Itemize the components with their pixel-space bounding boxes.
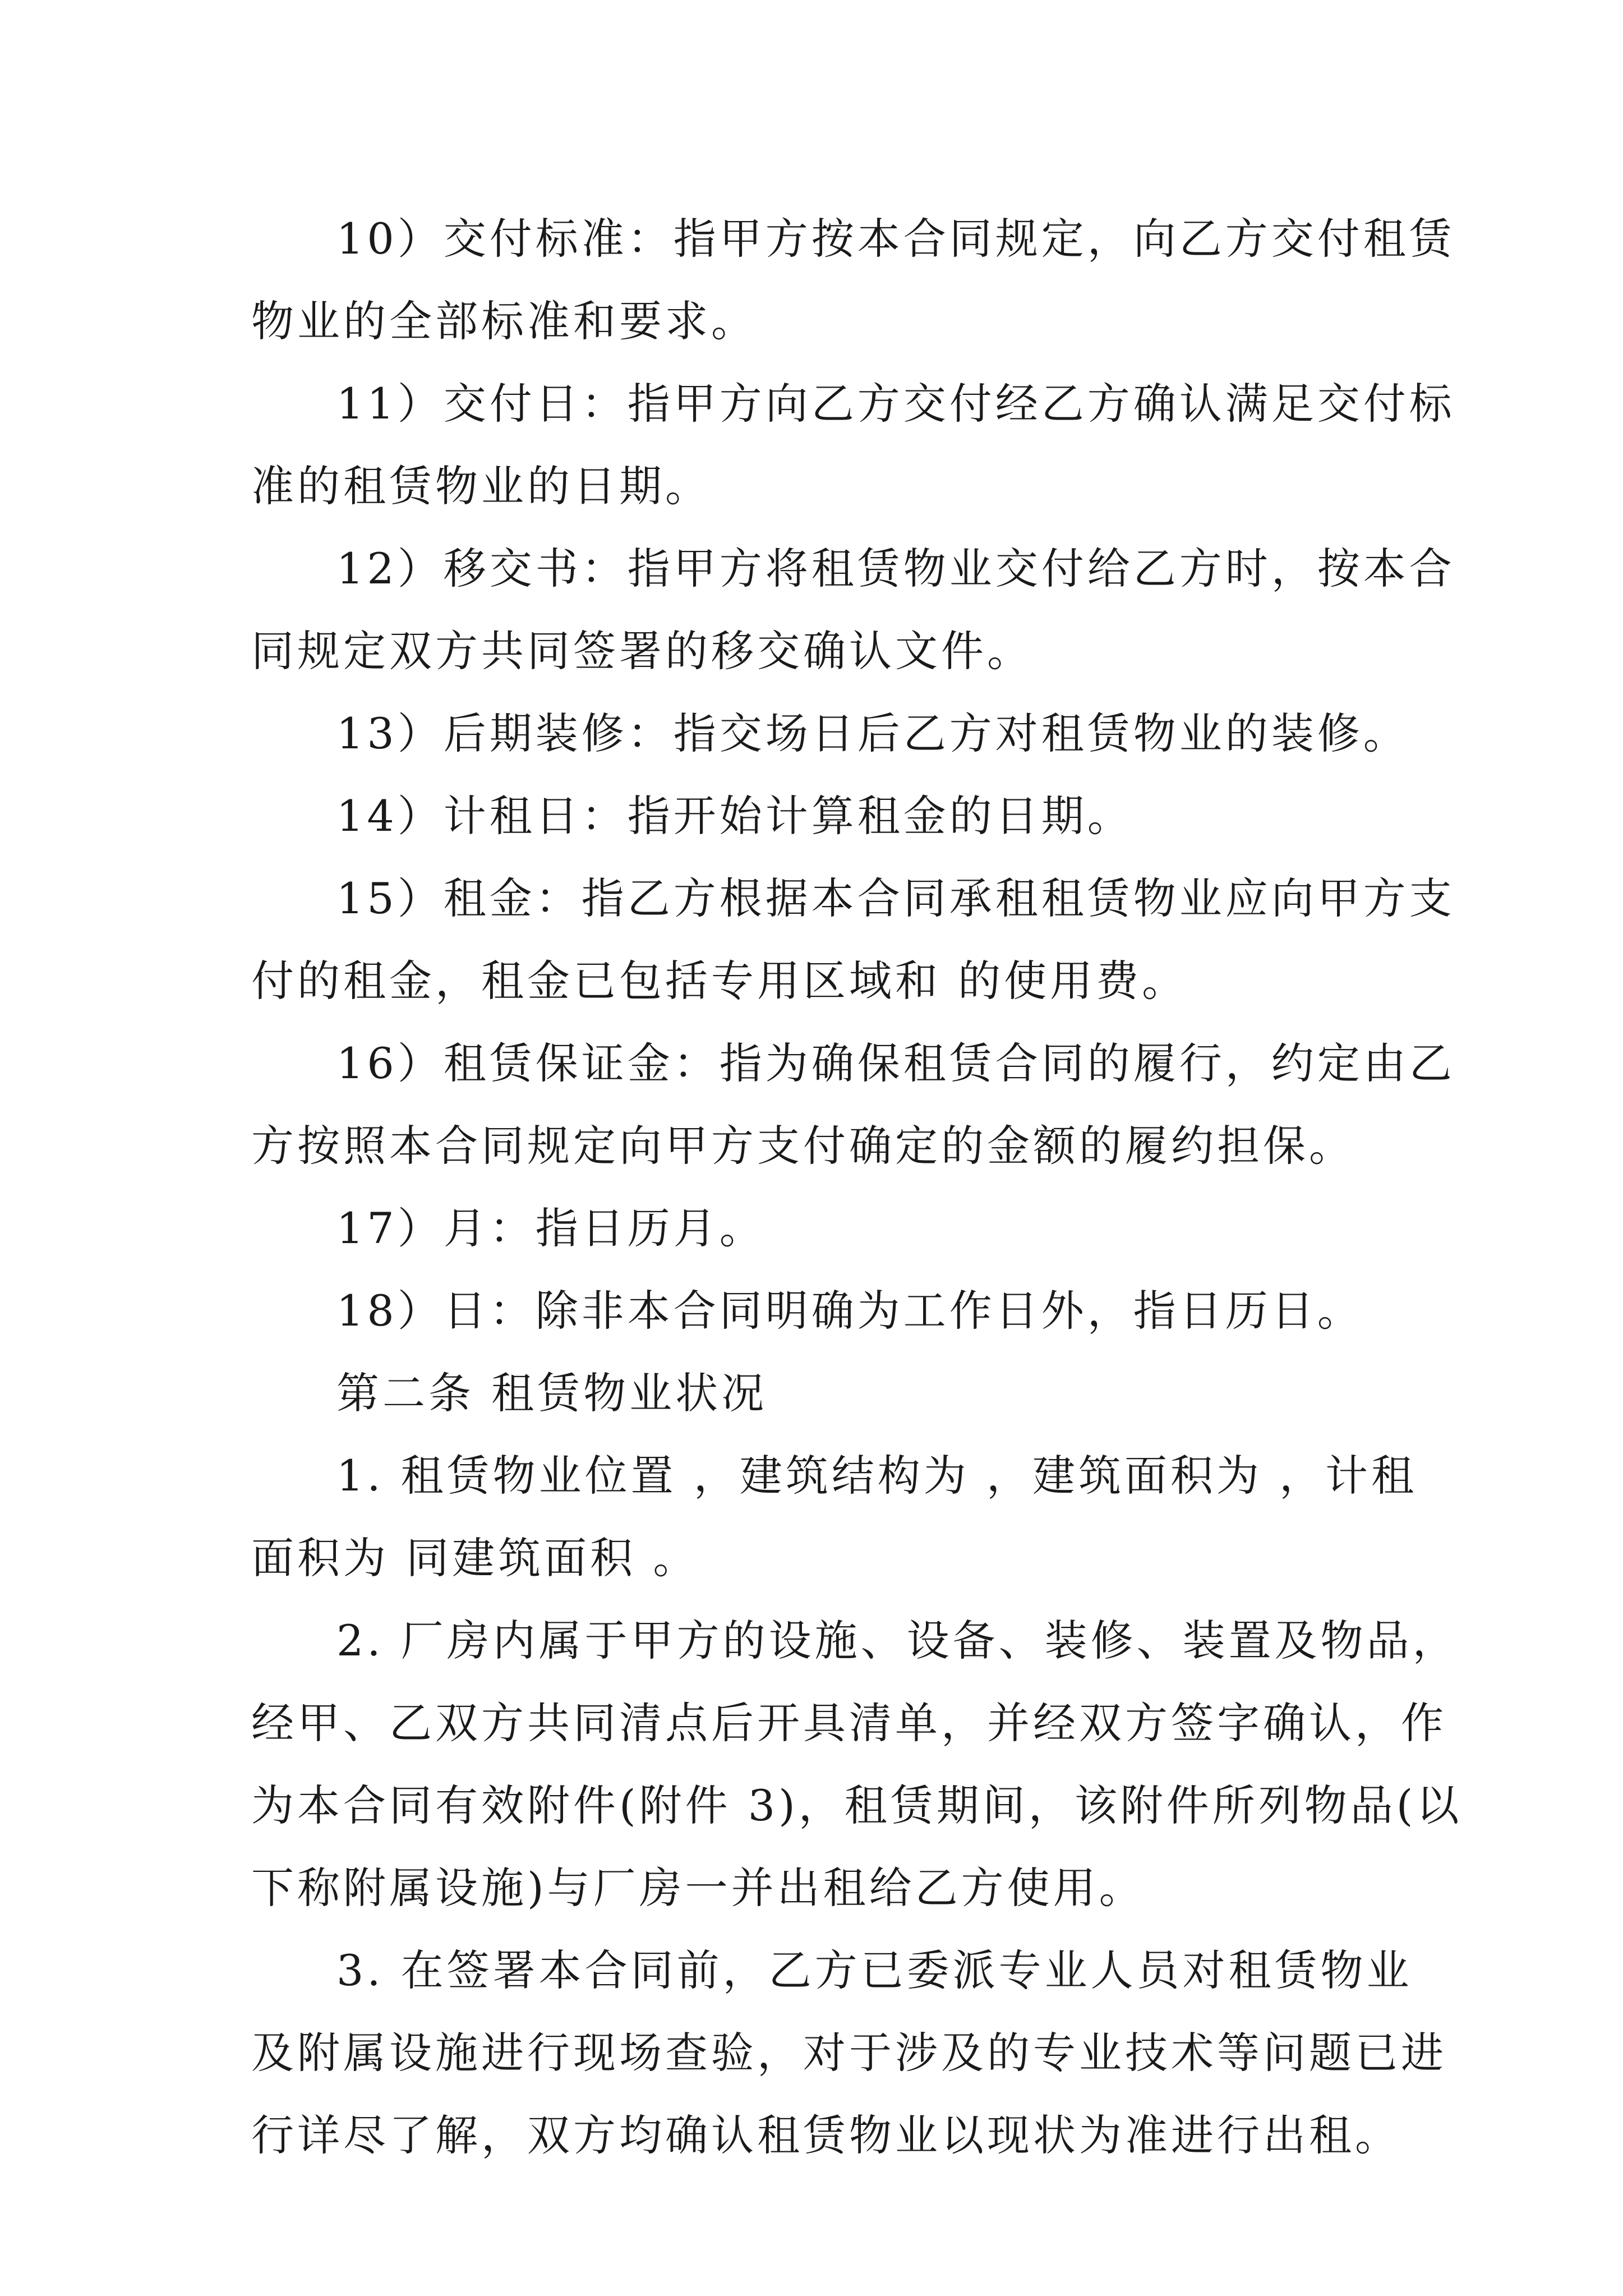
paragraph-line: 16）租赁保证金：指为确保租赁合同的履行，约定由乙 xyxy=(336,1038,1455,1088)
paragraph-line: 11）交付日：指甲方向乙方交付经乙方确认满足交付标 xyxy=(336,379,1455,429)
definition-11 xyxy=(251,362,1455,527)
paragraph-line: 2. 厂房内属于甲方的设施、设备、装修、装置及物品， xyxy=(336,1616,1459,1665)
paragraph-line: 物业的全部标准和要求。 xyxy=(251,296,757,346)
definition-12 xyxy=(251,527,1455,692)
clause-2 xyxy=(251,1599,1463,1929)
paragraph-line: 为本合同有效附件(附件 3)，租赁期间，该附件所列物品(以 xyxy=(251,1780,1463,1830)
definition-16 xyxy=(251,1022,1455,1187)
definition-10 xyxy=(251,197,1455,362)
definition-14 xyxy=(251,775,1395,857)
paragraph-line: 同规定双方共同签署的移交确认文件。 xyxy=(251,626,1033,676)
paragraph-line: 12）移交书：指甲方将租赁物业交付给乙方时，按本合 xyxy=(336,544,1455,593)
paragraph-line: 面积为 同建筑面积 。 xyxy=(251,1533,699,1583)
definition-13 xyxy=(251,692,1409,775)
paragraph-line: 14）计租日：指开始计算租金的日期。 xyxy=(336,791,1133,841)
document-body xyxy=(251,197,1463,2177)
paragraph-line: 下称附属设施)与厂房一并出租给乙方使用。 xyxy=(251,1863,1145,1913)
paragraph-line: 15）租金：指乙方根据本合同承租租赁物业应向甲方支 xyxy=(336,873,1455,923)
paragraph-line: 付的租金，租金已包括专用区域和 的使用费。 xyxy=(251,956,1188,1006)
paragraph-line: 准的租赁物业的日期。 xyxy=(251,461,711,511)
paragraph-line: 及附属设施进行现场查验，对于涉及的专业技术等问题已进 xyxy=(251,2028,1447,2078)
paragraph-line: 行详尽了解，双方均确认租赁物业以现状为准进行出租。 xyxy=(251,2110,1401,2160)
paragraph-line: 1. 租赁物业位置 ，建筑结构为 ，建筑面积为 ，计租 xyxy=(336,1451,1418,1501)
section-heading: 第二条 租赁物业状况 xyxy=(336,1368,768,1418)
paragraph-line: 18）日：除非本合同明确为工作日外，指日历日。 xyxy=(336,1286,1363,1336)
paragraph-line: 经甲、乙双方共同清点后开具清单，并经双方签字确认，作 xyxy=(251,1698,1447,1748)
paragraph-line: 13）后期装修：指交场日后乙方对租赁物业的装修。 xyxy=(336,708,1409,758)
article-heading xyxy=(251,1352,1395,1434)
definition-15 xyxy=(251,857,1455,1022)
clause-3 xyxy=(251,1929,1447,2177)
paragraph-line: 方按照本合同规定向甲方支付确定的金额的履约担保。 xyxy=(251,1121,1355,1171)
paragraph-line: 10）交付标准：指甲方按本合同规定，向乙方交付租赁 xyxy=(336,214,1455,264)
clause-1 xyxy=(251,1434,1418,1599)
paragraph-line: 3. 在签署本合同前，乙方已委派专业人员对租赁物业 xyxy=(336,1945,1413,1995)
paragraph-line: 17）月：指日历月。 xyxy=(336,1203,766,1253)
definition-18 xyxy=(251,1269,1395,1352)
definition-17 xyxy=(251,1187,1395,1269)
